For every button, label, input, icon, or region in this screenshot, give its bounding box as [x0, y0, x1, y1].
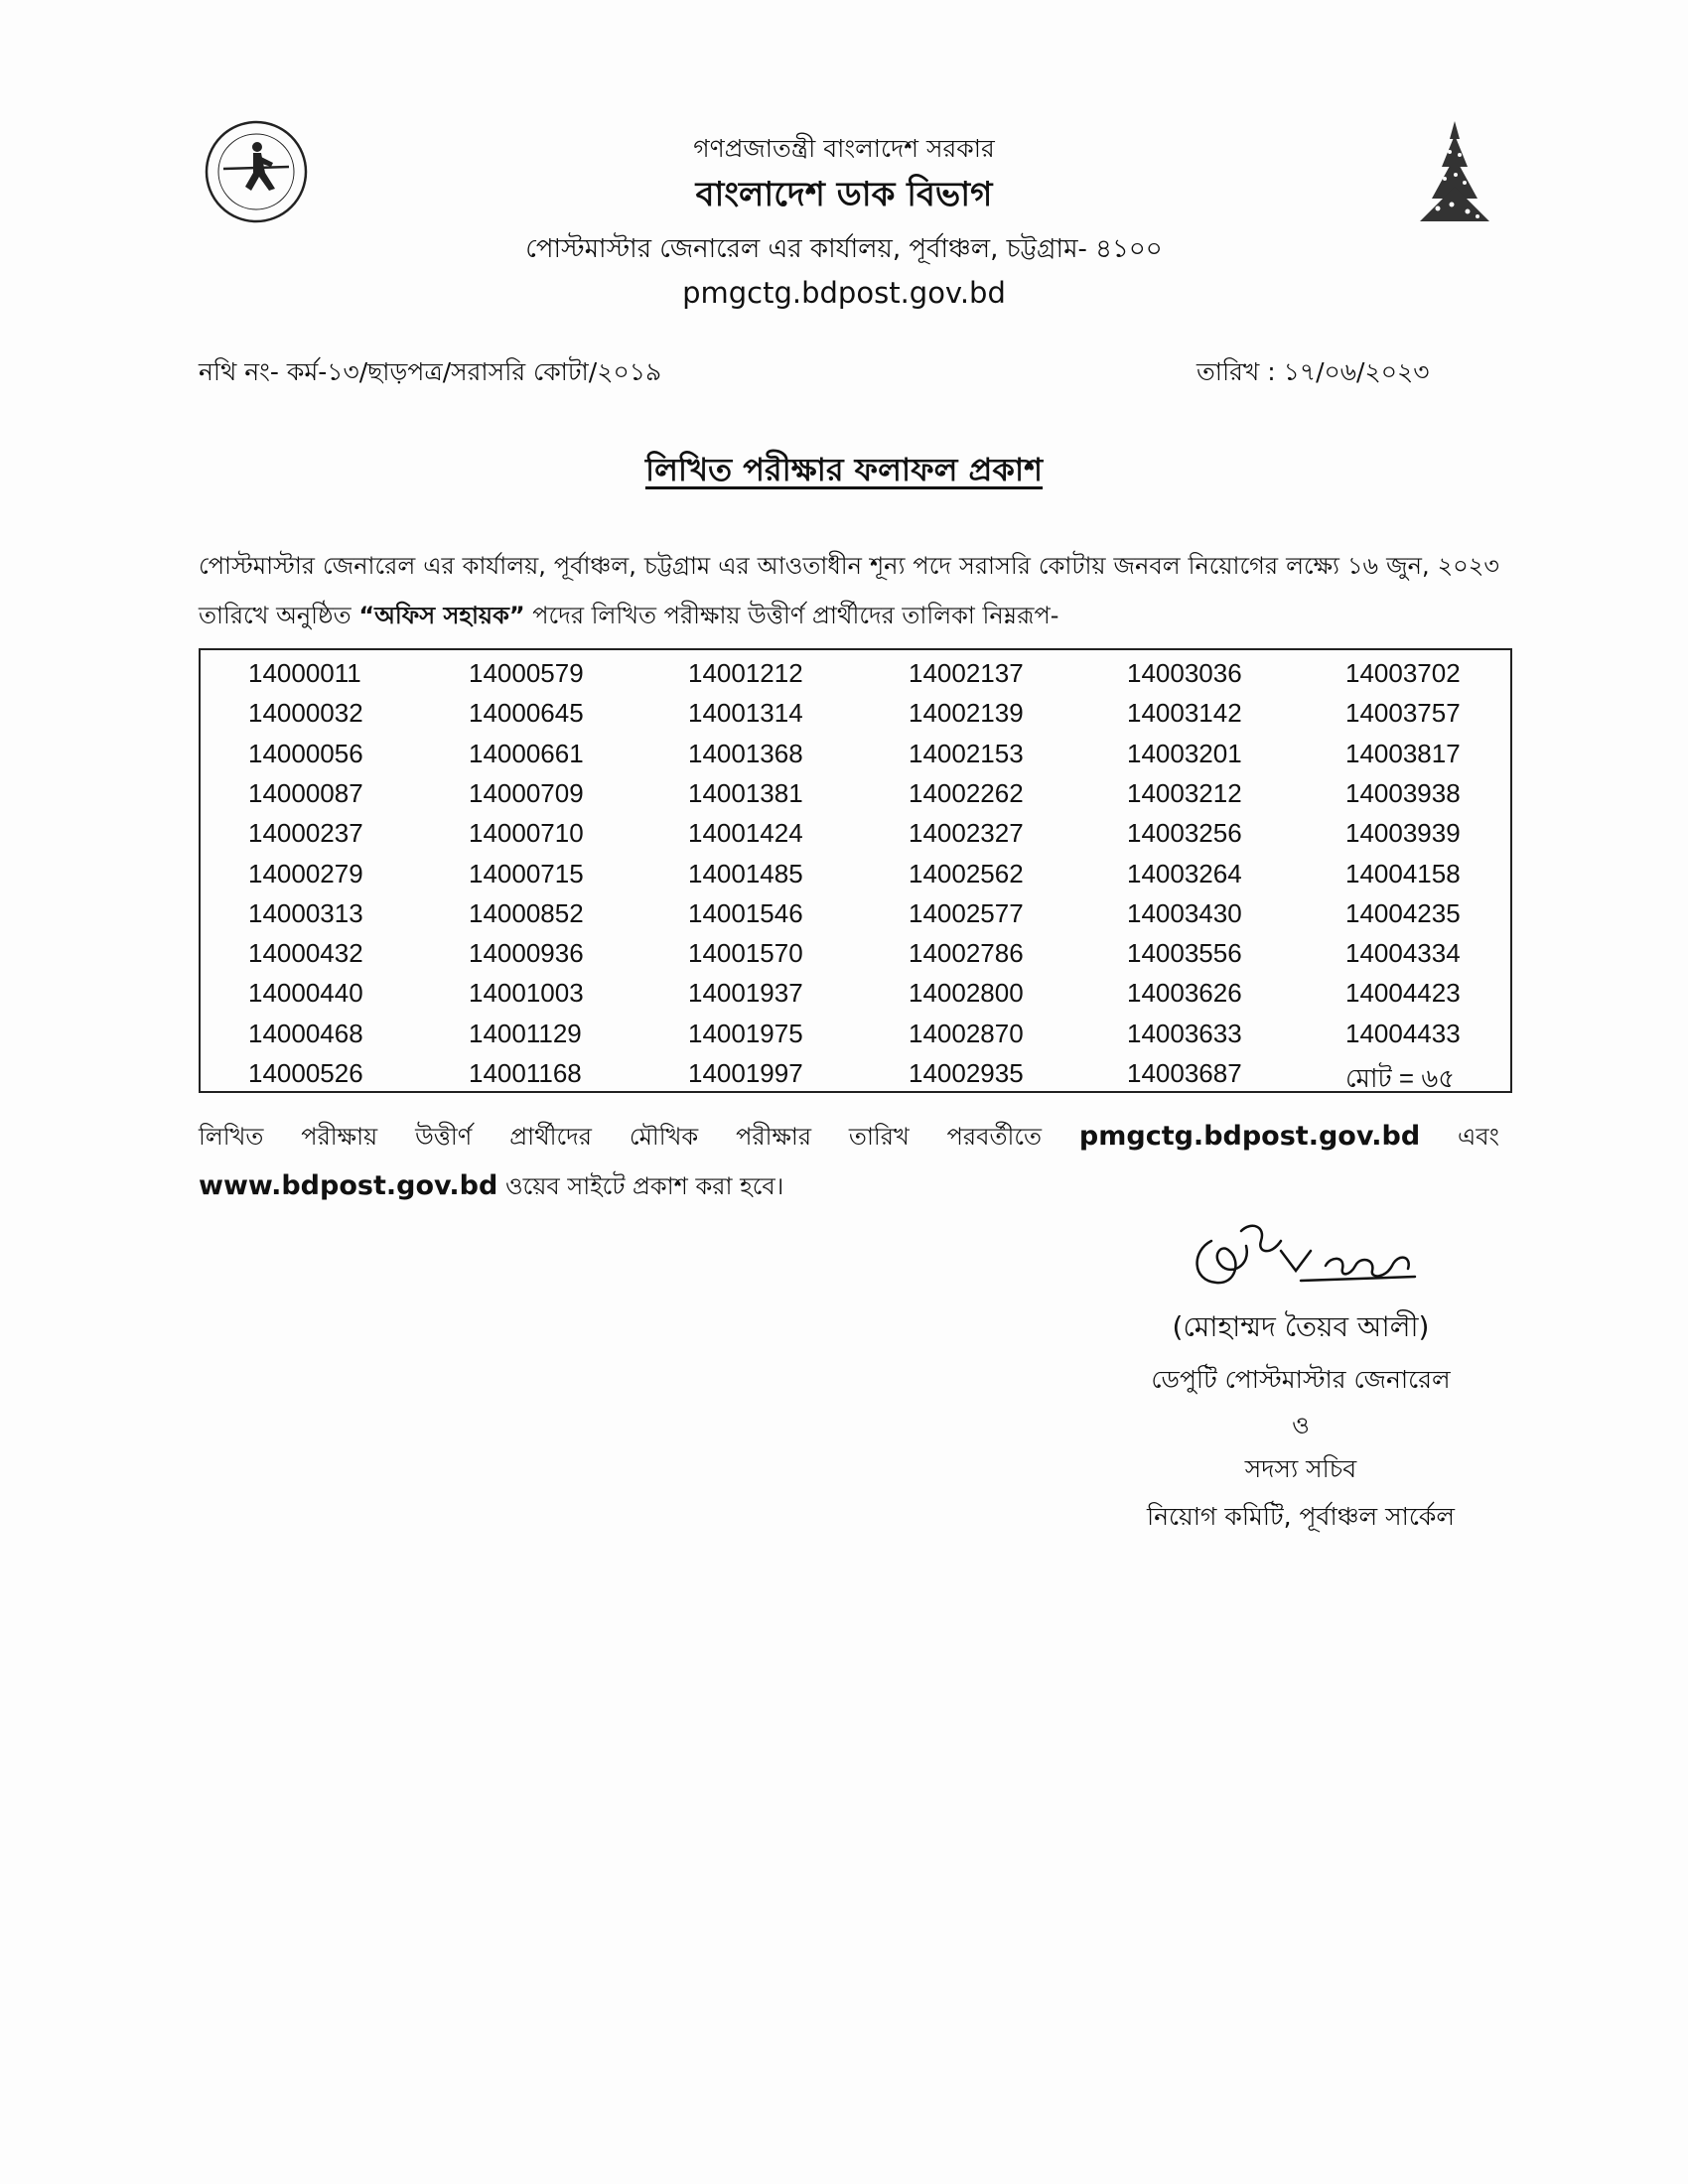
- roll-number: 14002562: [909, 858, 1024, 888]
- roll-number: 14004158: [1345, 858, 1461, 888]
- signatory-name: (মোহাম্মদ তৈয়ব আলী): [1172, 1310, 1430, 1343]
- roll-number: 14003817: [1345, 738, 1461, 768]
- roll-number-table: [199, 648, 1512, 1093]
- roll-number: মোট = ৬৫: [1345, 1063, 1456, 1093]
- footer-website-1: pmgctg.bdpost.gov.bd: [1078, 1121, 1421, 1152]
- roll-number: 14004433: [1345, 1018, 1461, 1048]
- roll-number: 14003633: [1127, 1018, 1242, 1048]
- roll-number: 14000056: [248, 738, 363, 768]
- roll-number: 14001485: [688, 858, 803, 888]
- roll-number: 14004423: [1345, 978, 1461, 1009]
- government-name: গণপ্রজাতন্ত্রী বাংলাদেশ সরকার: [693, 134, 995, 163]
- roll-number: 14001368: [688, 738, 803, 768]
- office-address: পোস্টমাস্টার জেনারেল এর কার্যালয়, পূর্বাঞ্চল, চট্টগ্রাম- ৪১০০: [525, 234, 1163, 264]
- roll-number: 14000645: [469, 698, 584, 729]
- roll-number: 14002935: [909, 1058, 1024, 1088]
- roll-number: 14000313: [248, 897, 363, 928]
- roll-number: 14003556: [1127, 938, 1242, 969]
- header-website: pmgctg.bdpost.gov.bd: [682, 276, 1006, 310]
- roll-number: 14002153: [909, 738, 1024, 768]
- intro-paragraph: [199, 541, 1499, 640]
- roll-number: 14003264: [1127, 858, 1242, 888]
- roll-number: 14000279: [248, 858, 363, 888]
- title-text: লিখিত পরীক্ষার ফলাফল প্রকাশ: [644, 451, 1044, 488]
- roll-number: 14000852: [469, 897, 584, 928]
- document-date: তারিখ : ১৭/০৬/২০২৩: [1196, 357, 1430, 386]
- roll-number: 14001424: [688, 818, 803, 849]
- roll-number: 14003256: [1127, 818, 1242, 849]
- roll-number: 14003036: [1127, 658, 1242, 688]
- roll-number: 14000661: [469, 738, 584, 768]
- roll-number: 14000237: [248, 818, 363, 849]
- roll-number: 14003201: [1127, 738, 1242, 768]
- footer-text-part2: এবং: [1420, 1123, 1499, 1151]
- signature: [1182, 1211, 1450, 1305]
- post-name: “অফিস সহায়ক”: [358, 602, 525, 629]
- roll-number: 14000440: [248, 978, 363, 1009]
- roll-number: 14001381: [688, 777, 803, 808]
- roll-number: 14003212: [1127, 777, 1242, 808]
- intro-text-part1: পোস্টমাস্টার জেনারেল এর কার্যালয়, পূর্বাঞ্চল, চট্টগ্রাম এর আওতাধীন শূন্য পদে সরাসরি কোটায় জনবল নিয়োগের লক্ষ্যে ১৬ জুন, ২০২৩ তারিখে অনুষ্ঠিত: [199, 552, 1499, 629]
- roll-number: 14002137: [909, 658, 1024, 688]
- roll-number: 14003757: [1345, 698, 1461, 729]
- roll-number: 14000709: [469, 777, 584, 808]
- footer-text-part1: লিখিত পরীক্ষায় উত্তীর্ণ প্রার্থীদের মৌখিক পরীক্ষার তারিখ পরবর্তীতে: [199, 1123, 1079, 1151]
- roll-number: 14002786: [909, 938, 1024, 969]
- roll-number: 14001570: [688, 938, 803, 969]
- roll-number: 14000011: [248, 658, 361, 688]
- roll-number: 14000432: [248, 938, 363, 969]
- roll-number: 14003938: [1345, 777, 1461, 808]
- file-reference: নথি নং- কর্ম-১৩/ছাড়পত্র/সরাসরি কোটা/২০১৯: [199, 357, 662, 386]
- document-title: [0, 445, 1688, 498]
- roll-number: 14001997: [688, 1058, 803, 1088]
- footer-website-2: www.bdpost.gov.bd: [199, 1170, 498, 1201]
- roll-number: 14000715: [469, 858, 584, 888]
- department-name: বাংলাদেশ ডাক বিভাগ: [695, 175, 993, 214]
- footer-note: [199, 1112, 1499, 1211]
- roll-number: 14000468: [248, 1018, 363, 1048]
- roll-number: 14001212: [688, 658, 803, 688]
- roll-number: 14004235: [1345, 897, 1461, 928]
- roll-number: 14002139: [909, 698, 1024, 729]
- roll-number: 14003142: [1127, 698, 1242, 729]
- roll-number: 14002577: [909, 897, 1024, 928]
- roll-number: 14000936: [469, 938, 584, 969]
- roll-number: 14001003: [469, 978, 584, 1009]
- roll-number: 14003626: [1127, 978, 1242, 1009]
- roll-number: 14002327: [909, 818, 1024, 849]
- roll-number: 14001546: [688, 897, 803, 928]
- roll-number: 14003687: [1127, 1058, 1242, 1088]
- roll-number: 14002800: [909, 978, 1024, 1009]
- roll-number: 14000526: [248, 1058, 363, 1088]
- roll-number: 14002870: [909, 1018, 1024, 1048]
- signatory-committee: নিয়োগ কমিটি, পূর্বাঞ্চল সার্কেল: [1146, 1502, 1456, 1531]
- roll-number: 14001129: [469, 1018, 582, 1048]
- roll-number: 14003702: [1345, 658, 1461, 688]
- roll-number: 14000710: [469, 818, 584, 849]
- roll-number: 14002262: [909, 777, 1024, 808]
- signatory-role: সদস্য সচিব: [1244, 1454, 1357, 1483]
- roll-number: 14001314: [688, 698, 803, 729]
- roll-number: 14003430: [1127, 897, 1242, 928]
- signatory-conjunction: ও: [1292, 1412, 1310, 1439]
- roll-number: 14004334: [1345, 938, 1461, 969]
- signatory-designation: ডেপুটি পোস্টমাস্টার জেনারেল: [1151, 1365, 1451, 1394]
- roll-number: 14001168: [469, 1058, 582, 1088]
- roll-number: 14000087: [248, 777, 363, 808]
- footer-text-part3: ওয়েব সাইটে প্রকাশ করা হবে।: [497, 1172, 784, 1200]
- roll-number: 14001975: [688, 1018, 803, 1048]
- roll-number: 14001937: [688, 978, 803, 1009]
- roll-number: 14003939: [1345, 818, 1461, 849]
- roll-number: 14000579: [469, 658, 584, 688]
- intro-text-part2: পদের লিখিত পরীক্ষায় উত্তীর্ণ প্রার্থীদের তালিকা নিম্নরূপ-: [524, 602, 1059, 629]
- roll-number: 14000032: [248, 698, 363, 729]
